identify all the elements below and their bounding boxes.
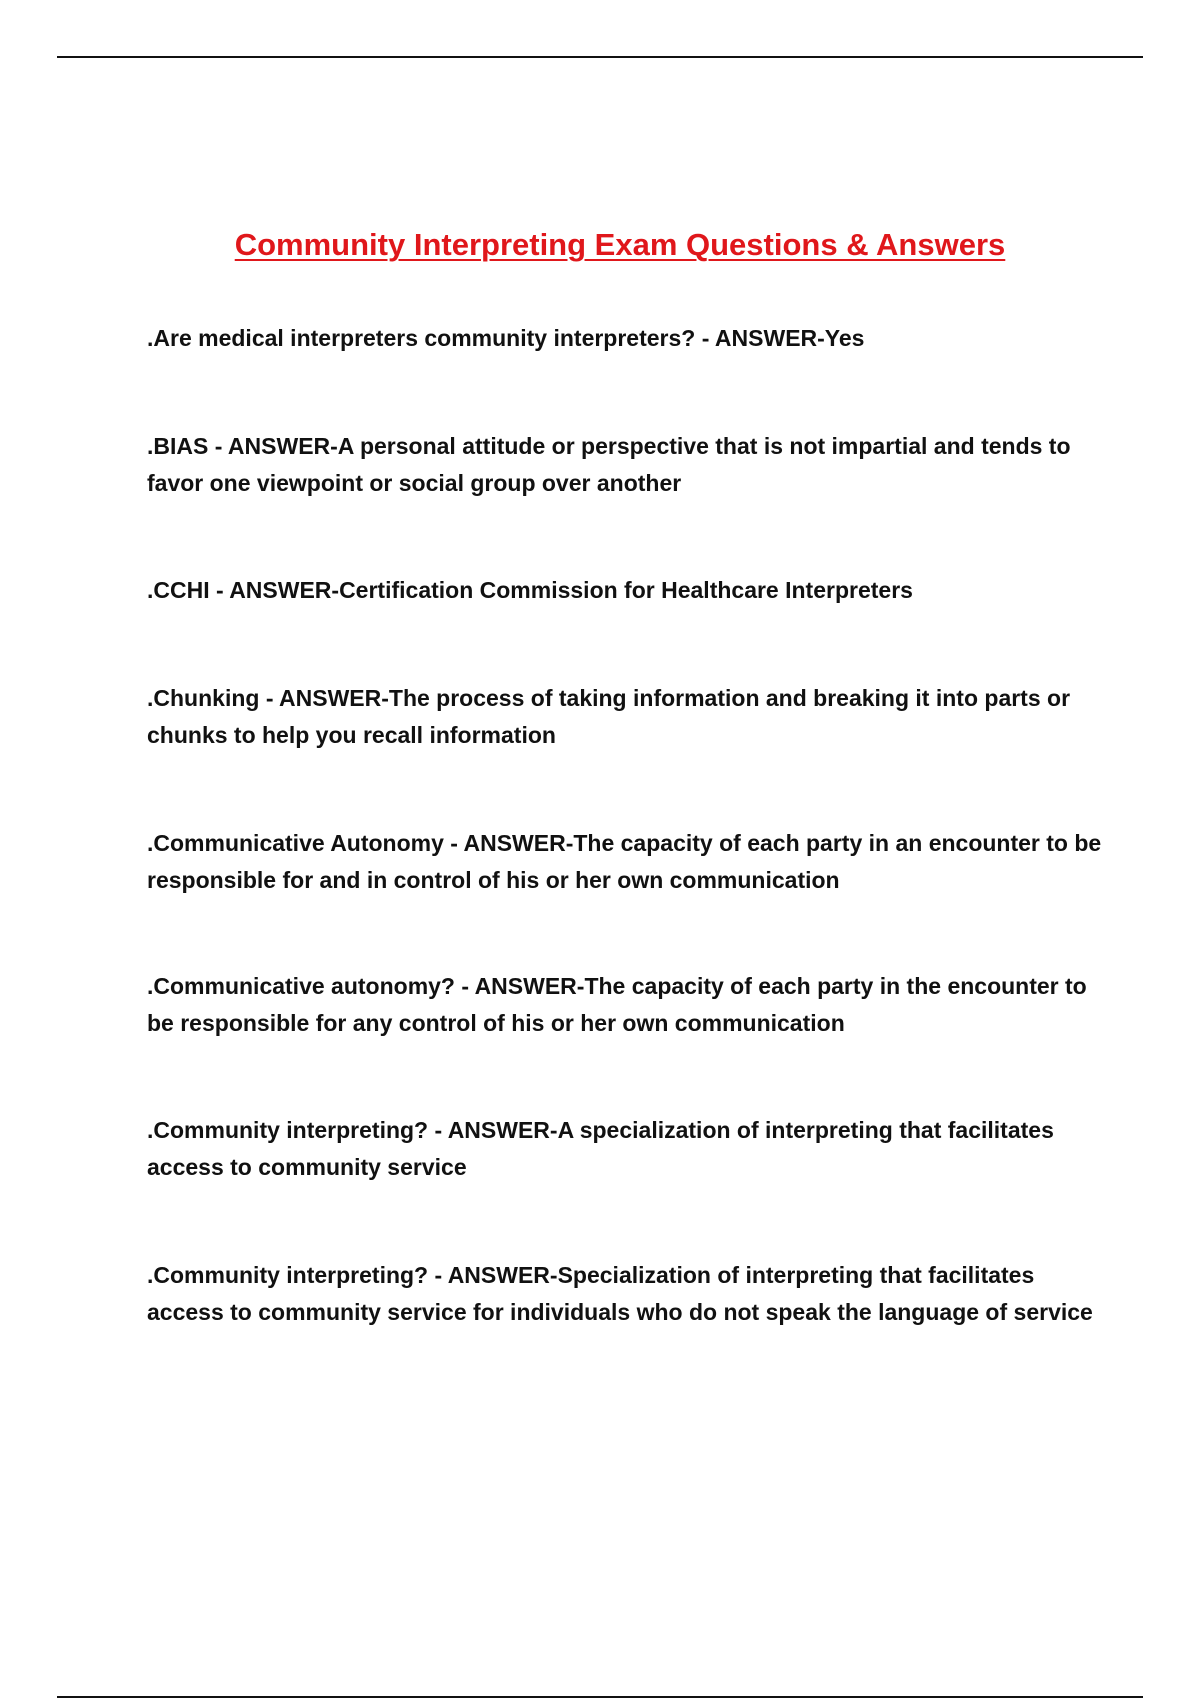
document-title: Community Interpreting Exam Questions & Answers	[234, 226, 1006, 262]
qa-item: .Chunking - ANSWER-The process of taking information and breaking it into parts or chunks to help you recall information	[147, 685, 1071, 748]
qa-item: .CCHI - ANSWER-Certification Commission for Healthcare Interpreters	[147, 577, 913, 603]
qa-item: .BIAS - ANSWER-A personal attitude or perspective that is not impartial and tends to favor one viewpoint or social group over another	[147, 433, 1071, 496]
qa-item: .Community interpreting? - ANSWER-Specialization of interpreting that facilitates access to community service for individuals who do not speak the language of service	[147, 1262, 1093, 1325]
qa-item: .Communicative autonomy? - ANSWER-The capacity of each party in the encounter to be responsible for any control of his or her own communication	[147, 973, 1087, 1036]
qa-item: .Communicative Autonomy - ANSWER-The capacity of each party in an encounter to be responsible for and in control of his or her own communication	[147, 830, 1102, 893]
bottom-rule	[57, 1696, 1143, 1698]
qa-item: .Community interpreting? - ANSWER-A specialization of interpreting that facilitates access to community service	[147, 1117, 1054, 1180]
top-rule	[57, 56, 1143, 58]
qa-item: .Are medical interpreters community interpreters? - ANSWER-Yes	[147, 325, 865, 351]
